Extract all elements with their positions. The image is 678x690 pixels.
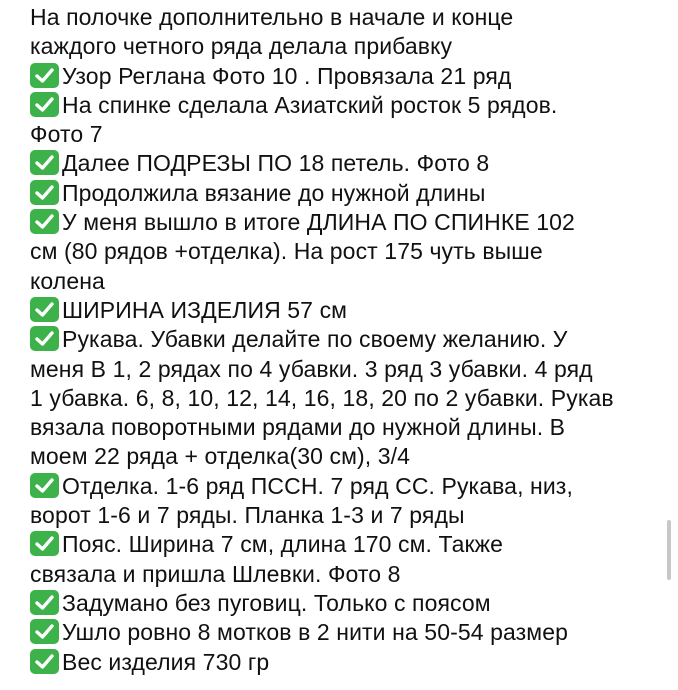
note-line: Рукава. Убавки делайте по своему желанию. У [30,325,666,354]
note-line: каждого четного ряда делала прибавку [30,33,453,60]
note-text [30,3,666,677]
note-line: Отделка. 1-6 ряд ПССН. 7 ряд СС. Рукава, низ, [30,472,666,501]
check-mark-button-icon [30,209,59,234]
note-line: Ушло ровно 8 мотков в 2 нити на 50-54 размер [30,618,666,647]
check-mark-button-icon [30,649,59,674]
scrollbar[interactable] [667,520,671,580]
note-line: связала и пришла Шлевки. Фото 8 [30,560,401,587]
note-line: ворот 1-6 и 7 ряды. Планка 1-3 и 7 ряды [30,502,465,529]
note-line: На полочке дополнительно в начале и конце [30,4,514,30]
note-line: Далее ПОДРЕЗЫ ПО 18 петель. Фото 8 [30,149,666,178]
note-line: Задумано без пуговиц. Только с поясом [30,589,666,618]
check-mark-button-icon [30,150,59,175]
note-line: меня В 1, 2 рядах по 4 убавки. 3 ряд 3 убавки. 4 ряд [30,355,593,382]
check-mark-button-icon [30,326,59,351]
note-line: 1 убавка. 6, 8, 10, 12, 14, 16, 18, 20 по 2 убавки. Рукав [30,384,614,411]
note-line: Вес изделия 730 гр [30,648,666,677]
note-line: колена [30,267,105,294]
check-mark-button-icon [30,619,59,644]
note-line: У меня вышло в итоге ДЛИНА ПО СПИНКЕ 102 [30,208,666,237]
note-line: Продолжила вязание до нужной длины [30,179,666,208]
check-mark-button-icon [30,297,59,322]
note-line: Узор Реглана Фото 10 . Провязала 21 ряд [30,62,666,91]
note-line: На спинке сделала Азиатский росток 5 рядов. [30,91,666,120]
check-mark-button-icon [30,531,59,556]
check-mark-button-icon [30,92,59,117]
check-mark-button-icon [30,63,59,88]
check-mark-button-icon [30,590,59,615]
note-line: моем 22 ряда + отделка(30 см), 3/4 [30,443,411,470]
note-line: вязала поворотными рядами до нужной длины. В [30,414,566,441]
note-line: Пояс. Ширина 7 см, длина 170 см. Также [30,530,666,559]
note-line: см (80 рядов +отделка). На рост 175 чуть выше [30,238,543,265]
note-line: Фото 7 [30,121,103,148]
check-mark-button-icon [30,473,59,498]
note-line: ШИРИНА ИЗДЕЛИЯ 57 см [30,296,666,325]
check-mark-button-icon [30,180,59,205]
